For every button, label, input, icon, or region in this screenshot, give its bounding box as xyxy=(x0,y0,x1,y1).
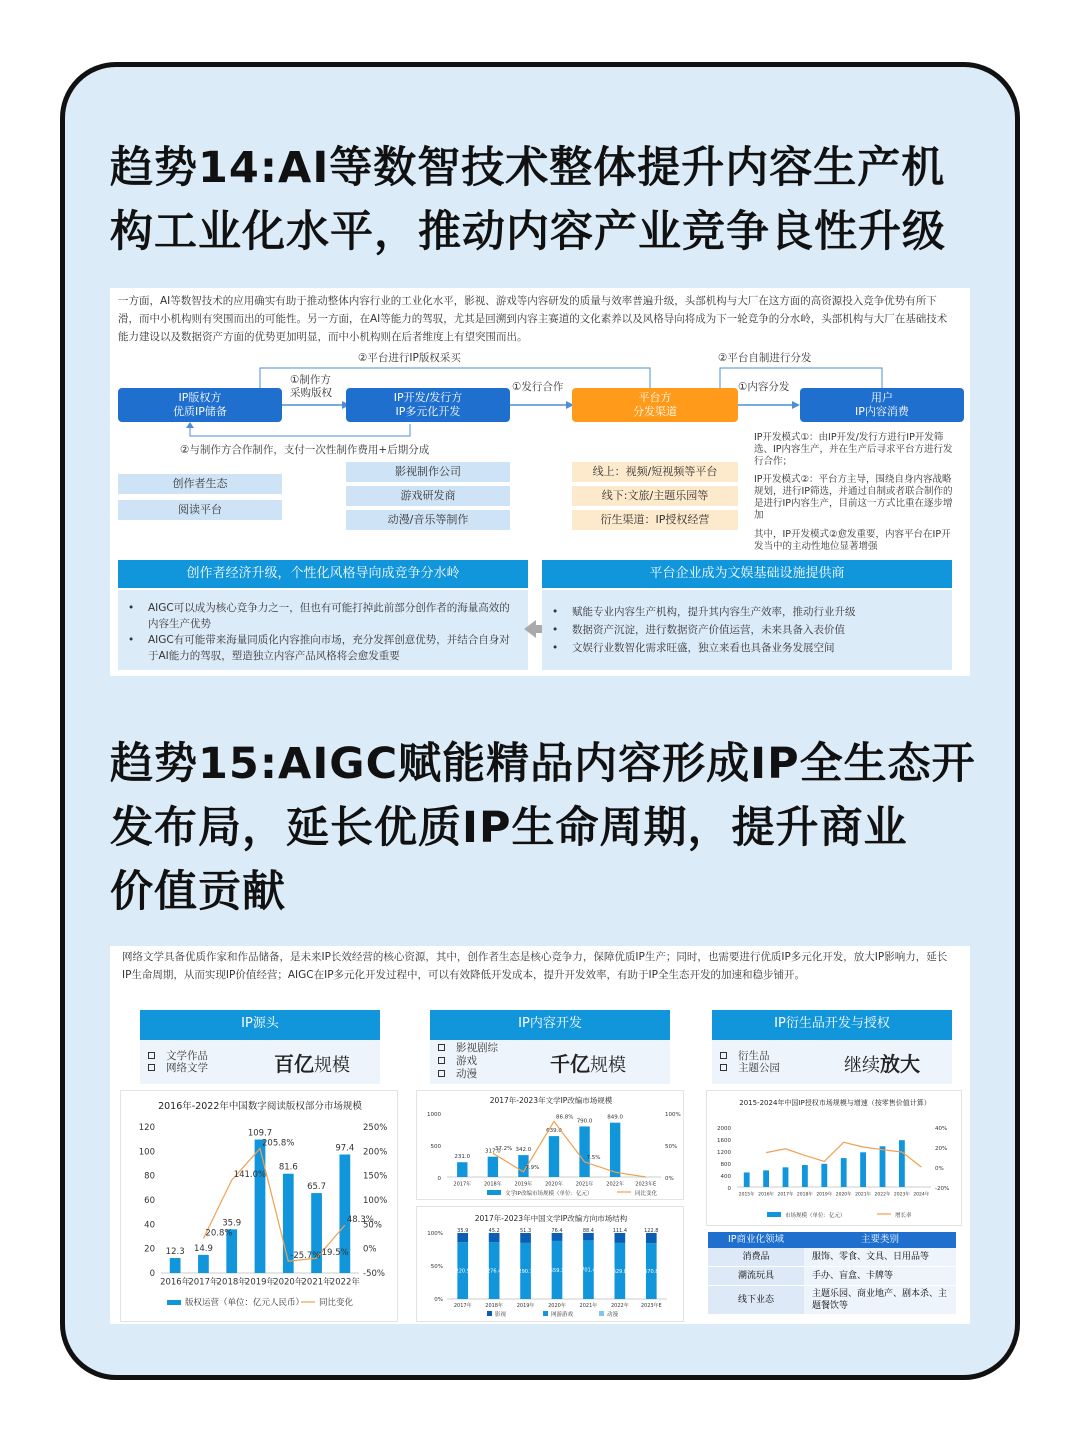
chart-ip-licensing xyxy=(706,1090,962,1226)
trend14-intro: 一方面，AI等数智技术的应用确实有助于推动整体内容行业的工业化水平，影视、游戏等内容研发的质量与效率普遍升级，头部机构与大厂在这方面的高资源投入竞争优势有所下滑，而中小机构则有突围而出的可能性。另一方面，在AI等能力的驾驭，尤其是回溯到内容主赛道的文化素养以及风格导向将成为下一轮竞争的分水岭，头部机构与大厂在基础技术能力建设以及数据资产方面的优势更加明显，而中小机构则在后者维度上有望突围而出。 xyxy=(118,295,948,343)
chart-title: 2015-2024年中国IP授权市场规模与增速（按零售价值计算） xyxy=(739,1099,931,1107)
chart-bar xyxy=(841,1158,847,1187)
x-tick-label: 2021年 xyxy=(575,1181,594,1188)
right-bullet: 文娱行业数智化需求旺盛，独立来看也具备业务发展空间 xyxy=(572,642,835,654)
chart-bar xyxy=(783,1167,789,1187)
y-tick-label: 800 xyxy=(720,1162,731,1168)
checkbox-icon xyxy=(148,1052,155,1059)
flow-arrow1-label: ①制作方 采购版权 xyxy=(290,374,332,399)
checkbox-icon xyxy=(148,1064,155,1071)
chart-bar xyxy=(610,1123,620,1177)
chart-bar xyxy=(646,1233,657,1243)
y-tick-label: 1000 xyxy=(427,1112,441,1118)
checkbox-icon xyxy=(438,1070,445,1077)
chart-bar xyxy=(457,1162,467,1177)
flow-bottom-note: ②与制作方合作制作，支付一次性制作费用+后期分成 xyxy=(180,444,430,456)
y-tick-label: 100 xyxy=(138,1147,155,1158)
trend15-title-line2: 发布局，延长优质IP生命周期，提升商业 xyxy=(110,803,908,853)
y-tick-label: 0 xyxy=(727,1186,731,1192)
flow-top-note-right: ②平台自制进行分发 xyxy=(718,352,812,364)
legend-label: 文学IP改编市场规模（单位：亿元） xyxy=(505,1191,593,1197)
chart-title: 2016年-2022年中国数字阅读版权部分市场规模 xyxy=(158,1101,362,1112)
x-tick-label: 2018年 xyxy=(796,1192,813,1198)
table-header: IP商业化领域 xyxy=(727,1234,785,1245)
y2-tick-label: 200% xyxy=(363,1147,388,1158)
legend-swatch xyxy=(487,1311,492,1316)
flow-arrow3-label: ①内容分发 xyxy=(738,381,790,393)
col1-scale-rest: 规模 xyxy=(314,1055,350,1076)
flow-arrow2-label: ①发行合作 xyxy=(512,381,564,393)
col3-scale-bold: 继续 xyxy=(844,1055,880,1076)
flow-left-item: 阅读平台 xyxy=(118,500,282,520)
flow-side-text-3: 其中，IP开发模式②愈发重要，内容平台在IP开发当中的主动性地位显著增强 xyxy=(754,529,951,552)
right-banner: 平台企业成为文娱基础设施提供商 xyxy=(542,560,952,588)
y-tick-label: 1200 xyxy=(717,1150,731,1156)
chart-bar xyxy=(821,1164,827,1187)
bar-value-label: 220.9 xyxy=(455,1268,470,1275)
col1-scale-bold: 百亿 xyxy=(274,1052,314,1076)
right-bullets-box: • 赋能专业内容生产机构，提升其内容生产效率，推动行业升级 • 数据资产沉淀，进行数据资产价值运营，未来具备入表价值 • 文娱行业数智化需求旺盛，独立来看也具备业务发展空间 xyxy=(542,590,952,670)
col3-item: 衍生品 xyxy=(738,1050,770,1062)
line-value-label: 7.5% xyxy=(586,1154,601,1161)
checkbox-icon xyxy=(438,1057,445,1064)
trend15-panel xyxy=(110,946,970,1324)
x-tick-label: 2017年 xyxy=(453,1181,472,1188)
col2-item: 影视剧综 xyxy=(456,1042,498,1054)
trend14-title-line1: 趋势14:AI等数智技术整体提升内容生产机 xyxy=(110,143,946,193)
y2-tick-label: 20% xyxy=(935,1146,948,1152)
chart-bar xyxy=(880,1146,886,1187)
x-tick-label: 2020年 xyxy=(273,1277,304,1288)
col2-item: 游戏 xyxy=(456,1055,477,1067)
bar-value-label: 81.6 xyxy=(278,1162,298,1173)
y2-tick-label: 0% xyxy=(665,1176,674,1182)
flow-node-ip-developer: IP开发/发行方 IP多元化开发 xyxy=(346,388,510,422)
col2-header: IP内容开发 xyxy=(430,1010,670,1040)
bar-value-label: 45.2 xyxy=(488,1228,500,1234)
table-cell: 主题乐园、商业地产、剧本杀、主题餐饮等 xyxy=(804,1286,956,1314)
line-value-label: -19.5% xyxy=(318,1248,349,1259)
x-tick-label: 2020年 xyxy=(545,1181,563,1188)
y-tick-label: 80 xyxy=(144,1171,155,1182)
chart-bar xyxy=(744,1172,750,1187)
x-tick-label: 2022年 xyxy=(329,1277,360,1288)
right-bullet: 数据资产沉淀，进行数据资产价值运营，未来具备入表价值 xyxy=(572,624,845,636)
table-cell: 消费品 xyxy=(708,1248,804,1266)
chart-title: 2017年-2023年文学IP改编市场规模 xyxy=(489,1096,613,1105)
x-tick-label: 2021年 xyxy=(301,1277,332,1288)
left-bullets-box: • AIGC可以成为核心竞争力之一，但也有可能打掉此前部分创作者的海量高效的内容生产优势 • AIGC有可能带来海量同质化内容推向市场，充分发挥创意优势，并结合自身对于AI能力的驾驭，塑造独立内容产品风格将会愈发重要 xyxy=(118,590,528,670)
line-value-label: 205.8% xyxy=(262,1138,295,1149)
flow-mid-item: 游戏研发商 xyxy=(346,486,510,506)
x-tick-label: 2023年E xyxy=(640,1303,662,1309)
x-tick-label: 2021年 xyxy=(855,1192,872,1198)
table-cell: 潮流玩具 xyxy=(708,1267,804,1285)
table-cell: 线下业态 xyxy=(708,1286,804,1314)
bar-value-label: 849.0 xyxy=(607,1114,624,1121)
table-cell: 手办、盲盒、卡牌等 xyxy=(804,1267,956,1285)
bar-value-label: 35.9 xyxy=(222,1218,242,1229)
x-tick-label: 2022年 xyxy=(874,1192,891,1198)
chart-bar xyxy=(860,1152,866,1187)
chart-ip-adaptation-structure xyxy=(416,1206,684,1322)
flow-mid-item: 动漫/音乐等制作 xyxy=(346,510,510,530)
chart-bar xyxy=(255,1140,266,1273)
y-tick-label: 20 xyxy=(144,1244,155,1255)
flow-mid-item: 影视制作公司 xyxy=(346,462,510,482)
bar-value-label: 670.8 xyxy=(644,1269,659,1276)
x-tick-label: 2018年 xyxy=(483,1181,502,1188)
x-tick-label: 2021年 xyxy=(579,1303,598,1309)
flow-right-item: 衍生渠道：IP授权经营 xyxy=(572,510,738,530)
flow-left-item: 创作者生态 xyxy=(118,474,282,494)
trend14-panel xyxy=(110,288,970,676)
left-banner: 创作者经济升级，个性化风格导向成竞争分水岭 xyxy=(118,560,528,588)
chart-bar xyxy=(583,1233,594,1240)
x-tick-label: 2023年 xyxy=(893,1192,910,1198)
left-bullet: AIGC可以成为核心竞争力之一，但也有可能打掉此前部分创作者的海量高效的内容生产优势 xyxy=(148,602,510,630)
bar-value-label: 701.4 xyxy=(581,1267,596,1274)
x-tick-label: 2017年 xyxy=(453,1303,472,1309)
chart-bar xyxy=(520,1233,531,1243)
bar-value-label: 109.7 xyxy=(247,1128,273,1139)
chart-bar xyxy=(802,1165,808,1187)
table-row xyxy=(708,1267,956,1286)
line-value-label: 20.8% xyxy=(205,1228,233,1239)
line-value-label: 86.8% xyxy=(556,1114,574,1121)
legend-swatch xyxy=(167,1300,181,1305)
flow-node-ip-owner: IP版权方 优质IP储备 xyxy=(118,388,282,422)
chart-digital-reading-copyright xyxy=(120,1090,398,1322)
x-tick-label: 2015年 xyxy=(738,1192,755,1198)
bar-value-label: 65.7 xyxy=(307,1182,327,1193)
x-tick-label: 2020年 xyxy=(548,1303,566,1309)
col3-scale-rest: 放大 xyxy=(880,1052,920,1076)
chart-bar xyxy=(579,1126,589,1177)
y-tick-label: 40 xyxy=(144,1220,155,1231)
y-tick-label: 60 xyxy=(144,1196,155,1206)
chart-bar xyxy=(549,1136,559,1177)
bar-value-label: 111.4 xyxy=(612,1228,628,1234)
x-tick-label: 2016年 xyxy=(160,1277,191,1288)
x-tick-label: 2023年E xyxy=(635,1181,657,1188)
x-tick-label: 2016年 xyxy=(758,1192,775,1198)
y-tick-label: 50% xyxy=(430,1264,443,1270)
legend-label: 动漫 xyxy=(607,1312,619,1318)
flow-side-text-2: IP开发模式②：平台方主导，围绕自身内容战略规划，进行IP筛选，并通过自制或者联合制作的是进行IP内容生产，目前这一方式比重在逐步增加 xyxy=(754,474,953,521)
bar-value-label: 342.0 xyxy=(515,1147,532,1154)
legend-label: 同比变化 xyxy=(319,1298,354,1308)
col2-item: 动漫 xyxy=(456,1068,477,1080)
col2-scale-rest: 规模 xyxy=(590,1055,626,1076)
chart-title: 2017年-2023年中国文学IP改编方向市场结构 xyxy=(474,1214,628,1223)
flow-top-note-left: ②平台进行IP版权采买 xyxy=(358,352,461,364)
left-bullet: AIGC有可能带来海量同质化内容推向市场，充分发挥创意优势，并结合自身对于AI能力的驾驭，塑造独立内容产品风格将会愈发重要 xyxy=(148,634,510,662)
chart-bar xyxy=(615,1233,626,1243)
y-tick-label: 1600 xyxy=(717,1138,731,1144)
y2-tick-label: 250% xyxy=(363,1123,388,1133)
y2-tick-label: 100% xyxy=(665,1112,681,1118)
checkbox-icon xyxy=(720,1064,727,1071)
legend-label: 增长率 xyxy=(895,1213,912,1219)
y-tick-label: 100% xyxy=(427,1231,443,1237)
ip-commercial-table xyxy=(708,1232,956,1314)
bar-value-label: 290.7 xyxy=(518,1268,533,1275)
table-cell: 服饰、零食、文具、日用品等 xyxy=(804,1248,956,1266)
legend-swatch xyxy=(599,1311,604,1316)
flow-node-user: 用户 IP内容消费 xyxy=(800,388,964,422)
bar-value-label: 35.9 xyxy=(457,1228,469,1234)
bar-value-label: 629.8 xyxy=(612,1268,628,1275)
chart-bar xyxy=(457,1233,468,1242)
legend-label: 影视 xyxy=(495,1312,507,1318)
line-value-label: 141.0% xyxy=(233,1170,267,1181)
x-tick-label: 2017年 xyxy=(777,1192,794,1198)
x-tick-label: 2022年 xyxy=(606,1181,625,1188)
bar-value-label: 639.0 xyxy=(546,1128,562,1135)
chart-bar xyxy=(899,1140,905,1187)
y-tick-label: 0 xyxy=(149,1269,155,1279)
checkbox-icon xyxy=(720,1052,727,1059)
bar-value-label: 51.3 xyxy=(520,1228,532,1234)
chart-bar xyxy=(489,1233,500,1242)
legend-label: 同比变化 xyxy=(635,1191,658,1197)
col1-header: IP源头 xyxy=(140,1010,380,1040)
chart-bar xyxy=(170,1258,181,1273)
table-header: 主要类别 xyxy=(860,1234,899,1245)
legend-label: 版权运营（单位：亿元人民币） xyxy=(185,1298,305,1308)
line-value-label: 48.3% xyxy=(346,1215,374,1226)
trend15-intro: 网络文学具备优质作家和作品储备，是未来IP长效经营的核心资源，其中，创作者生态是核心竞争力，保障优质IP生产；同时，也需要进行优质IP多元化开发，放大IP影响力，延长IP生命周期，从而实现IP价值经营；AIGC在IP多元化开发过程中，可以有效降低开发成本，提升开发效率，有助于IP全生态开发的加速和稳步铺开。 xyxy=(122,951,948,981)
col3-scale-box xyxy=(712,1040,952,1084)
trend14-title-line2: 构工业化水平，推动内容产业竞争良性升级 xyxy=(110,207,946,257)
flow-right-item: 线下:文旅/主题乐园等 xyxy=(572,486,738,506)
bar-value-label: 317.0 xyxy=(484,1148,501,1155)
y2-tick-label: -50% xyxy=(363,1269,385,1279)
col1-item: 文学作品 xyxy=(166,1050,208,1062)
bar-value-label: 790.0 xyxy=(576,1118,593,1125)
legend-label: 网游游戏 xyxy=(551,1312,574,1318)
y-tick-label: 400 xyxy=(720,1174,731,1180)
chart-literary-ip-adaptation xyxy=(416,1090,684,1200)
bar-value-label: 14.9 xyxy=(193,1243,213,1254)
y2-tick-label: 0% xyxy=(363,1244,377,1255)
col3-header: IP衍生品开发与授权 xyxy=(712,1010,952,1040)
checkbox-icon xyxy=(438,1044,445,1051)
chart-bar xyxy=(198,1255,209,1273)
y-tick-label: 120 xyxy=(138,1123,155,1133)
bar-value-label: 12.3 xyxy=(165,1247,185,1258)
line-value-label: 37.2% xyxy=(494,1146,513,1153)
bar-value-label: 97.4 xyxy=(335,1143,355,1154)
chart-line-series xyxy=(203,1149,344,1262)
x-tick-label: 2018年 xyxy=(485,1303,504,1309)
y2-tick-label: 50% xyxy=(363,1220,382,1231)
legend-swatch xyxy=(767,1212,781,1217)
y2-tick-label: 150% xyxy=(363,1171,388,1182)
col2-scale-box xyxy=(430,1040,670,1084)
y-tick-label: 0% xyxy=(434,1297,443,1303)
flow-side-text-1: IP开发模式①：由IP开发/发行方进行IP开发筛选、IP内容生产，并在生产后寻求平台方进行发行合作； xyxy=(754,432,953,467)
table-row xyxy=(708,1286,956,1314)
trend15-title-line1: 趋势15:AIGC赋能精品内容形成IP全生态开 xyxy=(110,739,976,789)
bar-value-label: 88.4 xyxy=(582,1228,594,1234)
y2-tick-label: 40% xyxy=(935,1126,948,1132)
x-tick-label: 2018年 xyxy=(216,1277,247,1288)
flow-right-item: 线上：视频/短视频等平台 xyxy=(572,462,738,482)
y-tick-label: 0 xyxy=(437,1176,441,1182)
x-tick-label: 2019年 xyxy=(516,1303,535,1309)
legend-swatch xyxy=(543,1311,548,1316)
y2-tick-label: 50% xyxy=(665,1144,678,1150)
chart-bar xyxy=(488,1157,498,1177)
x-tick-label: 2020年 xyxy=(835,1192,852,1198)
bar-value-label: 559.3 xyxy=(549,1267,565,1274)
bar-value-label: 231.0 xyxy=(454,1154,471,1161)
line-value-label: 7.9% xyxy=(525,1164,540,1171)
y-tick-label: 2000 xyxy=(717,1126,731,1132)
trend15-title-line3: 价值贡献 xyxy=(110,867,286,917)
bar-value-label: 76.4 xyxy=(551,1228,563,1234)
col1-scale-box xyxy=(140,1040,380,1084)
right-bullet: 赋能专业内容生产机构，提升其内容生产效率，推动行业升级 xyxy=(572,606,856,618)
x-tick-label: 2017年 xyxy=(188,1277,219,1288)
flow-node-platform: 平台方 分发渠道 xyxy=(572,388,738,422)
y2-tick-label: 100% xyxy=(363,1196,388,1206)
y2-tick-label: 0% xyxy=(935,1166,944,1172)
x-tick-label: 2019年 xyxy=(514,1181,533,1188)
table-row xyxy=(708,1248,956,1267)
x-tick-label: 2019年 xyxy=(816,1192,833,1198)
chart-bar xyxy=(763,1170,769,1187)
col1-item: 网络文学 xyxy=(166,1062,208,1074)
bar-value-label: 122.8 xyxy=(644,1228,659,1234)
y2-tick-label: -20% xyxy=(935,1186,950,1192)
col2-scale-bold: 千亿 xyxy=(550,1052,590,1076)
x-tick-label: 2019年 xyxy=(244,1277,276,1288)
line-value-label: -25.7% xyxy=(290,1251,321,1262)
x-tick-label: 2024年 xyxy=(913,1192,930,1198)
x-tick-label: 2022年 xyxy=(610,1303,629,1309)
chart-bar xyxy=(552,1233,563,1241)
legend-swatch xyxy=(487,1190,501,1195)
col3-item: 主题公园 xyxy=(738,1062,780,1074)
bar-value-label: 276.4 xyxy=(486,1268,502,1275)
y-tick-label: 500 xyxy=(430,1144,441,1150)
legend-label: 市场规模（单位：亿元） xyxy=(785,1213,846,1219)
